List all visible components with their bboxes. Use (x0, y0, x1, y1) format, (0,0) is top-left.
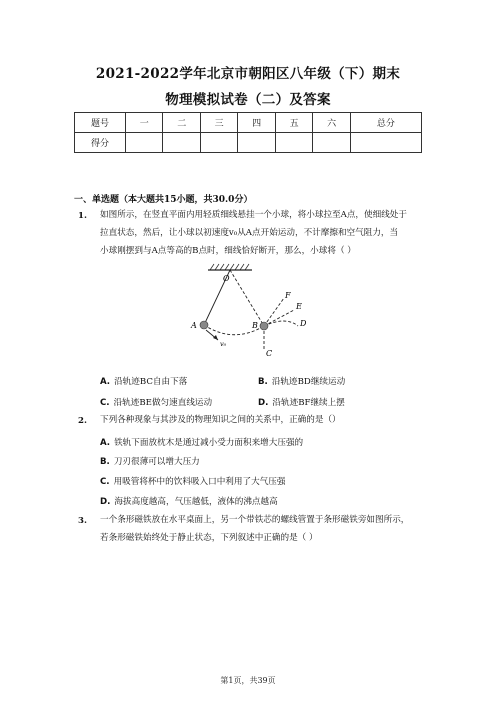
option-key: B. (258, 377, 268, 387)
label-o: O (223, 274, 230, 283)
score-cell (163, 133, 200, 153)
q2-option-c[interactable] (100, 475, 285, 487)
score-cell: 得分 (75, 133, 126, 153)
score-cell: 五 (275, 113, 312, 133)
q1-line: 小球刚摆到与A点等高的B点时，细线恰好断开，那么，小球将（ ） (100, 246, 356, 256)
option-text: 刀刃很薄可以增大压力 (113, 457, 200, 467)
score-cell (200, 133, 237, 153)
option-key: B. (100, 457, 110, 467)
option-text: 沿轨迹BD继续运动 (271, 377, 346, 387)
option-key: D. (100, 497, 111, 507)
exam-title-line1: 2021-2022学年北京市朝阳区八年级（下）期末 (95, 66, 401, 82)
q2-option-a[interactable] (100, 436, 303, 448)
q3-text (100, 511, 409, 547)
option-text: 用吸管将杯中的饮料吸入口中利用了大气压强 (113, 477, 286, 487)
option-text: 海拔高度越高，气压越低，液体的沸点越高 (114, 497, 278, 507)
ball-b (260, 322, 268, 330)
string-to-b (230, 270, 264, 326)
score-cell (275, 133, 312, 153)
page-footer: 第1页，共39页 (220, 676, 276, 685)
score-cell (313, 133, 350, 153)
ball-a (200, 321, 208, 329)
q1-line: 拉直状态，然后，让小球以初速度v₀从A点开始运动，不计摩擦和空气阻力，当 (100, 228, 399, 238)
label-e: E (296, 302, 302, 311)
pendulum-figure (186, 258, 316, 360)
q2-text: 下列各种现象与其涉及的物理知识之间的关系中，正确的是（） (100, 415, 341, 425)
option-text: 沿轨迹BC自由下落 (114, 377, 188, 387)
option-text: 沿轨迹BF继续上摆 (272, 398, 345, 408)
path-bf (264, 298, 284, 326)
label-d: D (300, 319, 307, 328)
option-text: 沿轨迹BE做匀速直线运动 (113, 398, 213, 408)
exam-title-line2: 物理模拟试卷（二）及答案 (165, 92, 331, 108)
q1-option-d[interactable] (258, 396, 345, 408)
ceiling-hatch (210, 264, 249, 270)
score-cell: 六 (313, 113, 350, 133)
option-key: D. (258, 398, 269, 408)
q1-option-c[interactable] (100, 396, 212, 408)
score-table-score-row (75, 133, 422, 153)
option-key: C. (100, 477, 110, 487)
label-a: A (191, 321, 197, 330)
q3-line: 若条形磁铁始终处于静止状态，下列叙述中正确的是（ ） (100, 533, 318, 543)
q2-option-d[interactable] (100, 495, 278, 507)
score-cell: 总分 (350, 113, 421, 133)
option-key: C. (100, 398, 110, 408)
option-text: 铁轨下面放枕木是通过减小受力面积来增大压强的 (114, 438, 304, 448)
score-cell: 一 (126, 113, 163, 133)
label-v0: v₀ (220, 340, 227, 348)
score-table (74, 112, 422, 153)
q2-number: 2. (78, 416, 87, 426)
score-cell: 题号 (75, 113, 126, 133)
velocity-arrowhead (213, 335, 218, 340)
option-key: A. (100, 377, 111, 387)
score-cell (350, 133, 421, 153)
q1-number: 1. (78, 211, 87, 221)
score-cell (238, 133, 275, 153)
score-cell: 二 (163, 113, 200, 133)
label-b: B (252, 321, 258, 330)
label-c: C (266, 349, 273, 358)
score-cell (126, 133, 163, 153)
label-f: F (285, 291, 291, 300)
q1-text (100, 206, 407, 260)
option-key: A. (100, 438, 111, 448)
q3-line: 一个条形磁铁放在水平桌面上，另一个带铁芯的螺线管置于条形磁铁旁如图所示， (100, 515, 410, 525)
q1-line: 如图所示，在竖直平面内用轻质细线悬挂一个小球，将小球拉至A点，使细线处于 (100, 210, 407, 220)
score-cell: 三 (200, 113, 237, 133)
section-heading: 一、单选题（本大题共15小题，共30.0分） (74, 195, 253, 205)
q1-option-a[interactable] (100, 375, 187, 387)
score-cell: 四 (238, 113, 275, 133)
path-be (264, 310, 294, 326)
q3-number: 3. (78, 516, 87, 526)
q1-option-b[interactable] (258, 375, 345, 387)
score-table-header-row (75, 113, 422, 133)
q2-option-b[interactable] (100, 455, 200, 467)
path-bd (264, 321, 298, 326)
